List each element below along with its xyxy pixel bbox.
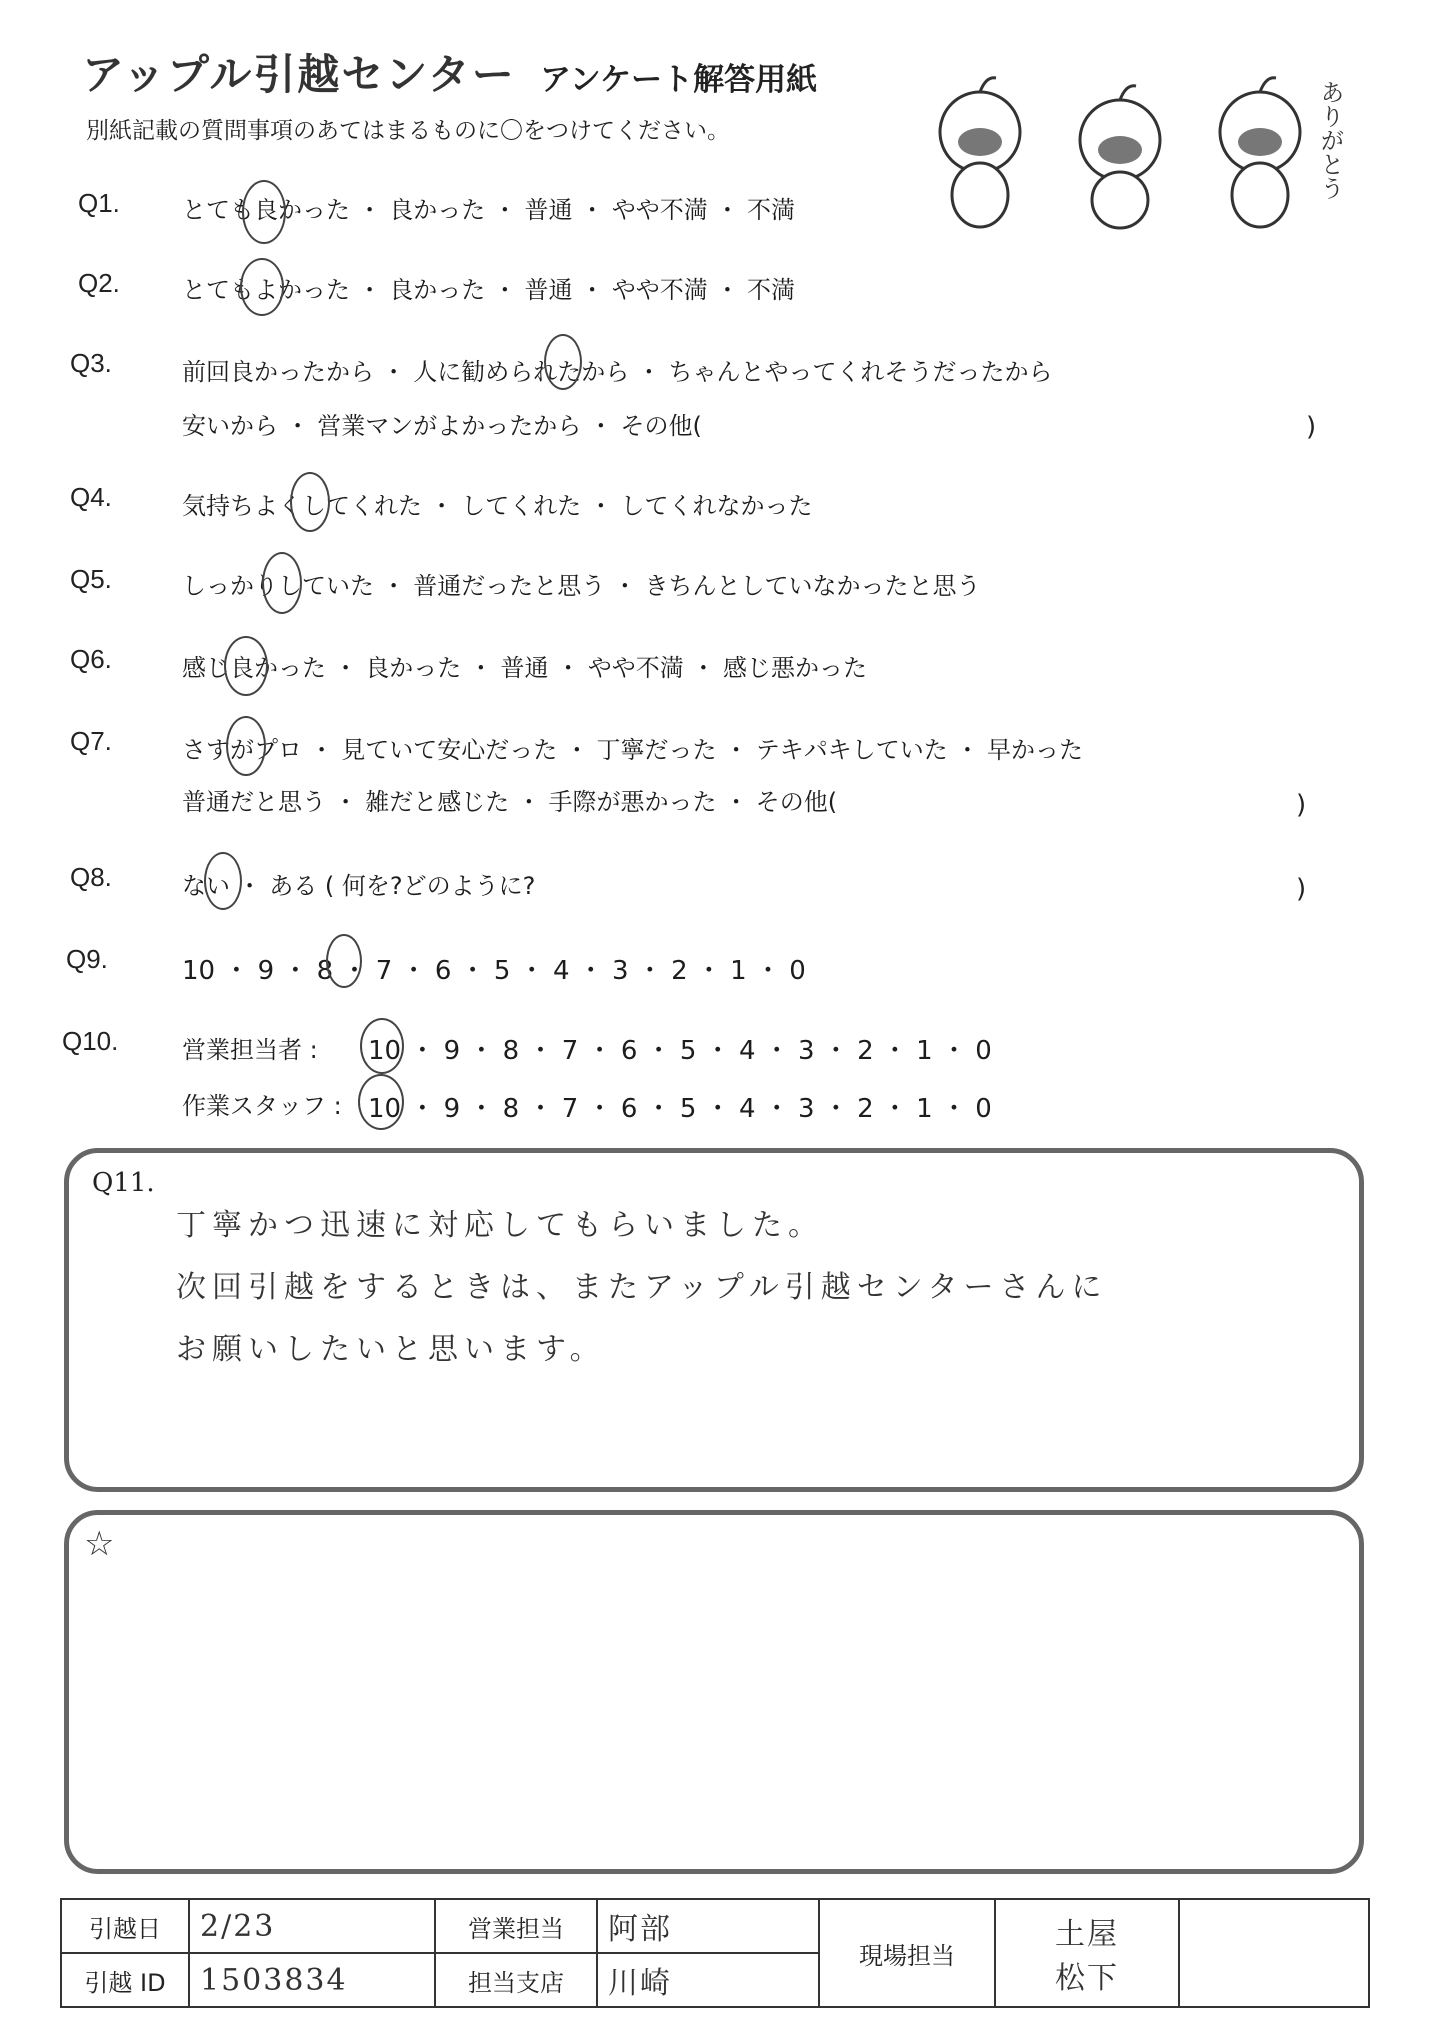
site-staff-label: 現場担当 — [819, 1899, 995, 2007]
q11-comment-line3: お願いしたいと思います。 — [176, 1332, 606, 1367]
q11-label: Q11. — [92, 1168, 155, 1198]
q2-options: とてもよかった ・ 良かった ・ 普通 ・ やや不満 ・ 不満 — [182, 276, 796, 304]
thanks-text: ありがとう — [1316, 80, 1344, 200]
q1-selection-circle — [242, 180, 286, 244]
q10-number: Q10. — [62, 1026, 119, 1056]
form-subtitle: アンケート解答用紙 — [540, 62, 818, 98]
sales-rep-value: 阿部 — [608, 1912, 672, 1947]
q11-comment-line2: 次回引越をするときは、またアップル引越センターさんに — [176, 1270, 1108, 1305]
site-staff-value-2: 松下 — [1055, 1961, 1119, 1996]
site-staff-empty-cell — [1179, 1899, 1369, 2007]
q8-options: ない ・ ある ( 何を?どのように? — [182, 872, 536, 900]
q10-sales-selection-circle — [360, 1018, 404, 1074]
q10-staff-scale: 10 ・ 9 ・ 8 ・ 7 ・ 6 ・ 5 ・ 4 ・ 3 ・ 2 ・ 1 ・ 0 — [368, 1094, 992, 1124]
q3-number: Q3. — [70, 348, 112, 378]
q6-number: Q6. — [70, 644, 112, 674]
move-id-label: 引越 ID — [61, 1953, 189, 2007]
q2-selection-circle — [240, 258, 284, 316]
q10-staff-label: 作業スタッフ : — [182, 1092, 342, 1120]
q4-selection-circle — [290, 472, 330, 532]
site-staff-value-1: 土屋 — [1055, 1917, 1119, 1952]
q9-selection-circle — [326, 934, 362, 988]
q5-options: しっかりしていた ・ 普通だったと思う ・ きちんとしていなかったと思う — [182, 572, 981, 600]
q10-staff-selection-circle — [358, 1074, 404, 1130]
q5-selection-circle — [262, 552, 302, 614]
instruction-text: 別紙記載の質問事項のあてはまるものに〇をつけてください。 — [86, 118, 730, 144]
q5-number: Q5. — [70, 564, 112, 594]
mascot-illustration — [900, 60, 1370, 230]
q8-number: Q8. — [70, 862, 112, 892]
q9-scale: 10 ・ 9 ・ 8 ・ 7 ・ 6 ・ 5 ・ 4 ・ 3 ・ 2 ・ 1 ・ 0 — [182, 956, 806, 986]
free-comment-box — [64, 1510, 1364, 1874]
q3-options-line2: 安いから ・ 営業マンがよかったから ・ その他( — [182, 412, 702, 440]
q10-sales-scale: 10 ・ 9 ・ 8 ・ 7 ・ 6 ・ 5 ・ 4 ・ 3 ・ 2 ・ 1 ・ 0 — [368, 1036, 992, 1066]
q7-number: Q7. — [70, 726, 112, 756]
q4-options: 気持ちよくしてくれた ・ してくれた ・ してくれなかった — [182, 492, 813, 520]
q7-selection-circle — [226, 716, 266, 776]
q7-close-paren: ) — [1296, 790, 1307, 820]
company-title: アップル引越センター — [82, 50, 516, 99]
move-date-value: 2/23 — [200, 1908, 276, 1944]
q3-close-paren: ) — [1306, 412, 1317, 442]
q7-options-line2: 普通だと思う ・ 雑だと感じた ・ 手際が悪かった ・ その他( — [182, 788, 838, 816]
q11-comment-line1: 丁寧かつ迅速に対応してもらいました。 — [176, 1208, 824, 1243]
branch-label: 担当支店 — [435, 1953, 597, 2007]
q8-selection-circle — [204, 852, 242, 910]
footer-info-table — [60, 1898, 1370, 2008]
move-id-value: 1503834 — [200, 1962, 348, 1998]
q4-number: Q4. — [70, 482, 112, 512]
star-icon: ☆ — [84, 1524, 115, 1564]
q6-options: 感じ良かった ・ 良かった ・ 普通 ・ やや不満 ・ 感じ悪かった — [182, 654, 868, 682]
branch-value: 川崎 — [608, 1966, 672, 2001]
q3-options-line1: 前回良かったから ・ 人に勧められたから ・ ちゃんとやってくれそうだったから — [182, 358, 1053, 386]
q9-number: Q9. — [66, 944, 108, 974]
q10-sales-label: 営業担当者 : — [182, 1036, 318, 1064]
q1-options: とても良かった ・ 良かった ・ 普通 ・ やや不満 ・ 不満 — [182, 196, 796, 224]
q7-options-line1: さすがプロ ・ 見ていて安心だった ・ 丁寧だった ・ テキパキしていた ・ 早かった — [182, 736, 1084, 764]
q2-number: Q2. — [78, 268, 120, 298]
q3-selection-circle — [544, 334, 582, 390]
q1-number: Q1. — [78, 188, 120, 218]
q8-close-paren: ) — [1296, 874, 1307, 904]
sales-rep-label: 営業担当 — [435, 1899, 597, 1953]
move-date-label: 引越日 — [61, 1899, 189, 1953]
q6-selection-circle — [224, 636, 268, 696]
